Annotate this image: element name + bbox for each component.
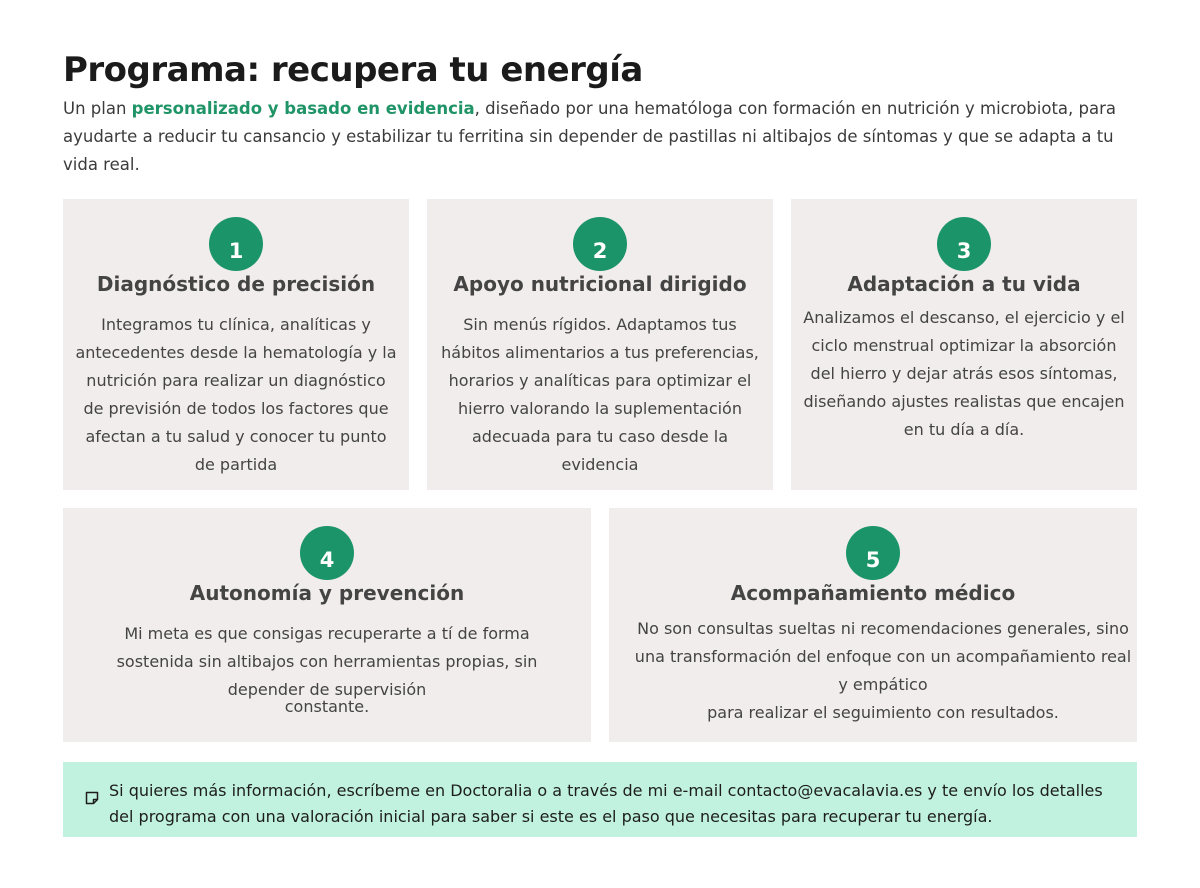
- step-card-description: Integramos tu clínica, analíticas y antecedentes desde la hematología y la nutrición para realizar un diagnóstico de previsión de todos los factores que afectan a tu salud y conocer tu punto de partida: [75, 315, 397, 474]
- step-card-autonomia: [63, 508, 591, 742]
- step-card-title: Apoyo nutricional dirigido: [453, 272, 747, 296]
- step-card-description: [99, 620, 555, 716]
- step-card-title: Acompañamiento médico: [730, 581, 1016, 605]
- step-card-acompanamiento: [609, 508, 1137, 742]
- step-card-diagnostico: [63, 199, 409, 490]
- step-card-description-main: No son consultas sueltas ni recomendaciones generales, sino una transformación del enfoque con un acompañamiento real y empático: [634, 619, 1132, 694]
- step-number-badge: 5: [846, 526, 900, 580]
- intro-text-end: , diseñado por una hematóloga con formación en nutrición y microbiota, para ayudarte a reducir tu cansancio y estabilizar tu ferritina sin depender de pastillas ni altibajos de síntomas y que se adapta a tu vida real.: [63, 99, 1117, 174]
- step-number-badge: 4: [300, 526, 354, 580]
- step-card-description-tail: para realizar el seguimiento con resultados.: [707, 703, 1059, 722]
- intro-text-start: Un plan: [63, 99, 132, 118]
- step-number-badge: 1: [209, 217, 263, 271]
- intro-highlight: personalizado y basado en evidencia: [131, 99, 475, 118]
- step-card-title: Diagnóstico de precisión: [96, 272, 376, 296]
- step-number-badge: 2: [573, 217, 627, 271]
- step-card-title: Adaptación a tu vida: [847, 272, 1081, 296]
- step-card-apoyo-nutricional: [427, 199, 773, 490]
- step-card-adaptacion: [791, 199, 1137, 490]
- page-title: Programa: recupera tu energía: [63, 50, 643, 90]
- step-card-description: [629, 615, 1137, 727]
- step-number-badge: 3: [937, 217, 991, 271]
- step-card-description-main: Mi meta es que consigas recuperarte a tí de forma sostenida sin altibajos con herramientas propias, sin depender de supervisión: [116, 624, 538, 699]
- step-card-description: Analizamos el descanso, el ejercicio y el ciclo menstrual optimizar la absorción del hierro y dejar atrás esos síntomas, diseñando ajustes realistas que encajen en tu día a día.: [803, 308, 1125, 439]
- step-card-description-tail: constante.: [284, 697, 370, 716]
- contact-notice: [63, 762, 1137, 837]
- step-card-description: Sin menús rígidos. Adaptamos tus hábitos alimentarios a tus preferencias, horarios y analíticas para optimizar el hierro valorando la suplementación adecuada para tu caso desde la evidencia: [441, 315, 759, 474]
- note-icon: [84, 790, 100, 806]
- intro-paragraph: [63, 95, 1138, 179]
- contact-notice-text: Si quieres más información, escríbeme en Doctoralia o a través de mi e-mail contacto@evacalavia.es y te envío los detalles del programa con una valoración inicial para saber si este es el paso que necesitas para recuperar tu energía.: [109, 781, 1103, 826]
- step-card-title: Autonomía y prevención: [189, 581, 465, 605]
